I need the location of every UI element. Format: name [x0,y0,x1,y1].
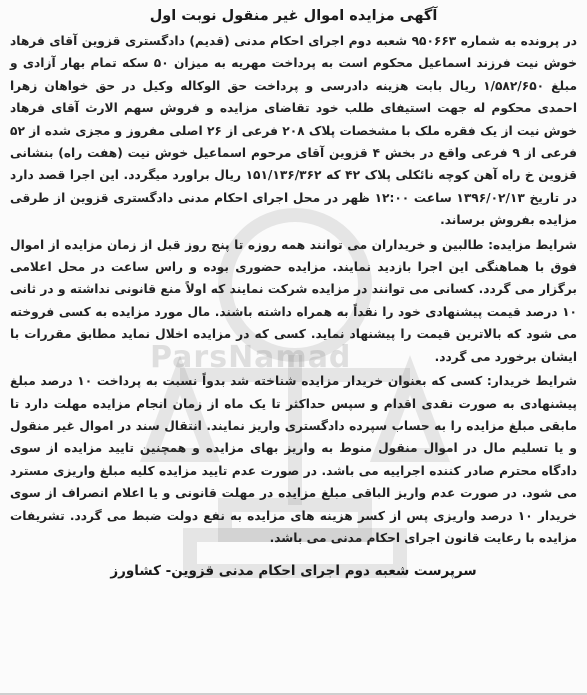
signature-line: سرپرست شعبه دوم اجرای احکام مدنی قزوین- کشاورز [110,563,477,580]
notice-title: آگهی مزایده اموال غیر منقول نوبت اول [149,8,438,24]
notice-content [10,4,577,583]
notice-paragraph-case: در پرونده به شماره ۹۵۰۶۶۳ شعبه دوم اجرای احکام مدنی (قدیم) دادگستری قزوین آقای فرهاد خوش نیت فرزند اسماعیل محکوم است به پرداخت مهریه به میزان ۵۰ سکه تمام بهار آزادی و مبلغ ۱/۵۸۲/۶۵۰ ریال بابت هزینه دادرسی و پرداخت حق الوکاله وکیل در حق خواهان زهرا احمدی محکوم له جهت استیفای طلب خود تقاضای مزایده و فروش سهم الارث آقای فرهاد خوش نیت از یک فقره ملک با مشخصات پلاک ۲۰۸ فرعی از ۲۶ اصلی مفروز و مجزی شده از ۵۲ فرعی از ۹ فرعی واقع در بخش ۴ قزوین آقای مرحوم اسماعیل خوش نیت (هفت راه) بنشانی قزوین خ راه آهن کوچه نائکلی پلاک ۴۲ که ۱۵۱/۱۳۶/۳۶۲ ریال براورد میگردد. این اجرا قصد دارد در تاریخ ۱۳۹۶/۰۲/۱۳ ساعت ۱۲:۰۰ ظهر در محل اجرای احکام مدنی دادگستری قزوین از طرقی مزایده بفروش برساند. [10,34,578,228]
notice-paragraph-auction-terms: شرایط مزایده: طالبین و خریداران می توانند همه روزه تا پنج روز قبل از زمان مزایده از اموال فوق با هماهنگی این اجرا بازدید نمایند. مزایده حضوری بوده و راس ساعت در محل اعلامی برگزار می گردد. کسانی می توانند در مزایده شرکت نمایند که اولاً منع قانونی نداشته و در ثانی ۱۰ درصد قیمت پیشنهادی خود را نقداً به همراه داشته باشند. مال مورد مزایده به کسی فروخته می شود که بالاترین قیمت را پیشنهاد نماید. کسی که در مزایده اخلال نماید مطابق مقررات با ایشان برخورد می گردد. [10,237,577,364]
watermark-text: ParsNamad [150,340,352,375]
notice-paragraph-buyer-terms: شرایط خریدار: کسی که بعنوان خریدار مزایده شناخته شد بدواً نسبت به پرداخت ۱۰ درصد مبلغ پیشنهادی به صورت نقدی اقدام و سپس حداکثر تا یک ماه از زمان انجام مزایده مهلت دارد تا مابقی مبلغ مزایده را به حساب سپرده دادگستری واریز نمایند. انتقال سند در اموال غیر منقول و یا تسلیم مال در اموال منقول منوط به واریز بهای مزایده و همچنین تایید مزایده از سوی دادگاه محترم صادر کننده اجراییه می باشد. در صورت عدم تایید مزایده کلیه مبلغ واریزی مسترد می شود. در صورت عدم واریز الباقی مبلغ مزایده در مهلت قانونی و یا اعلام انصراف از سوی خریدار ۱۰ درصد واریزی پس از کسر هزینه های مزایده به نفع دولت ضبط می گردد. تشریفات مزایده با رعایت قانون اجرای احکام مدنی می باشد. [10,374,578,545]
